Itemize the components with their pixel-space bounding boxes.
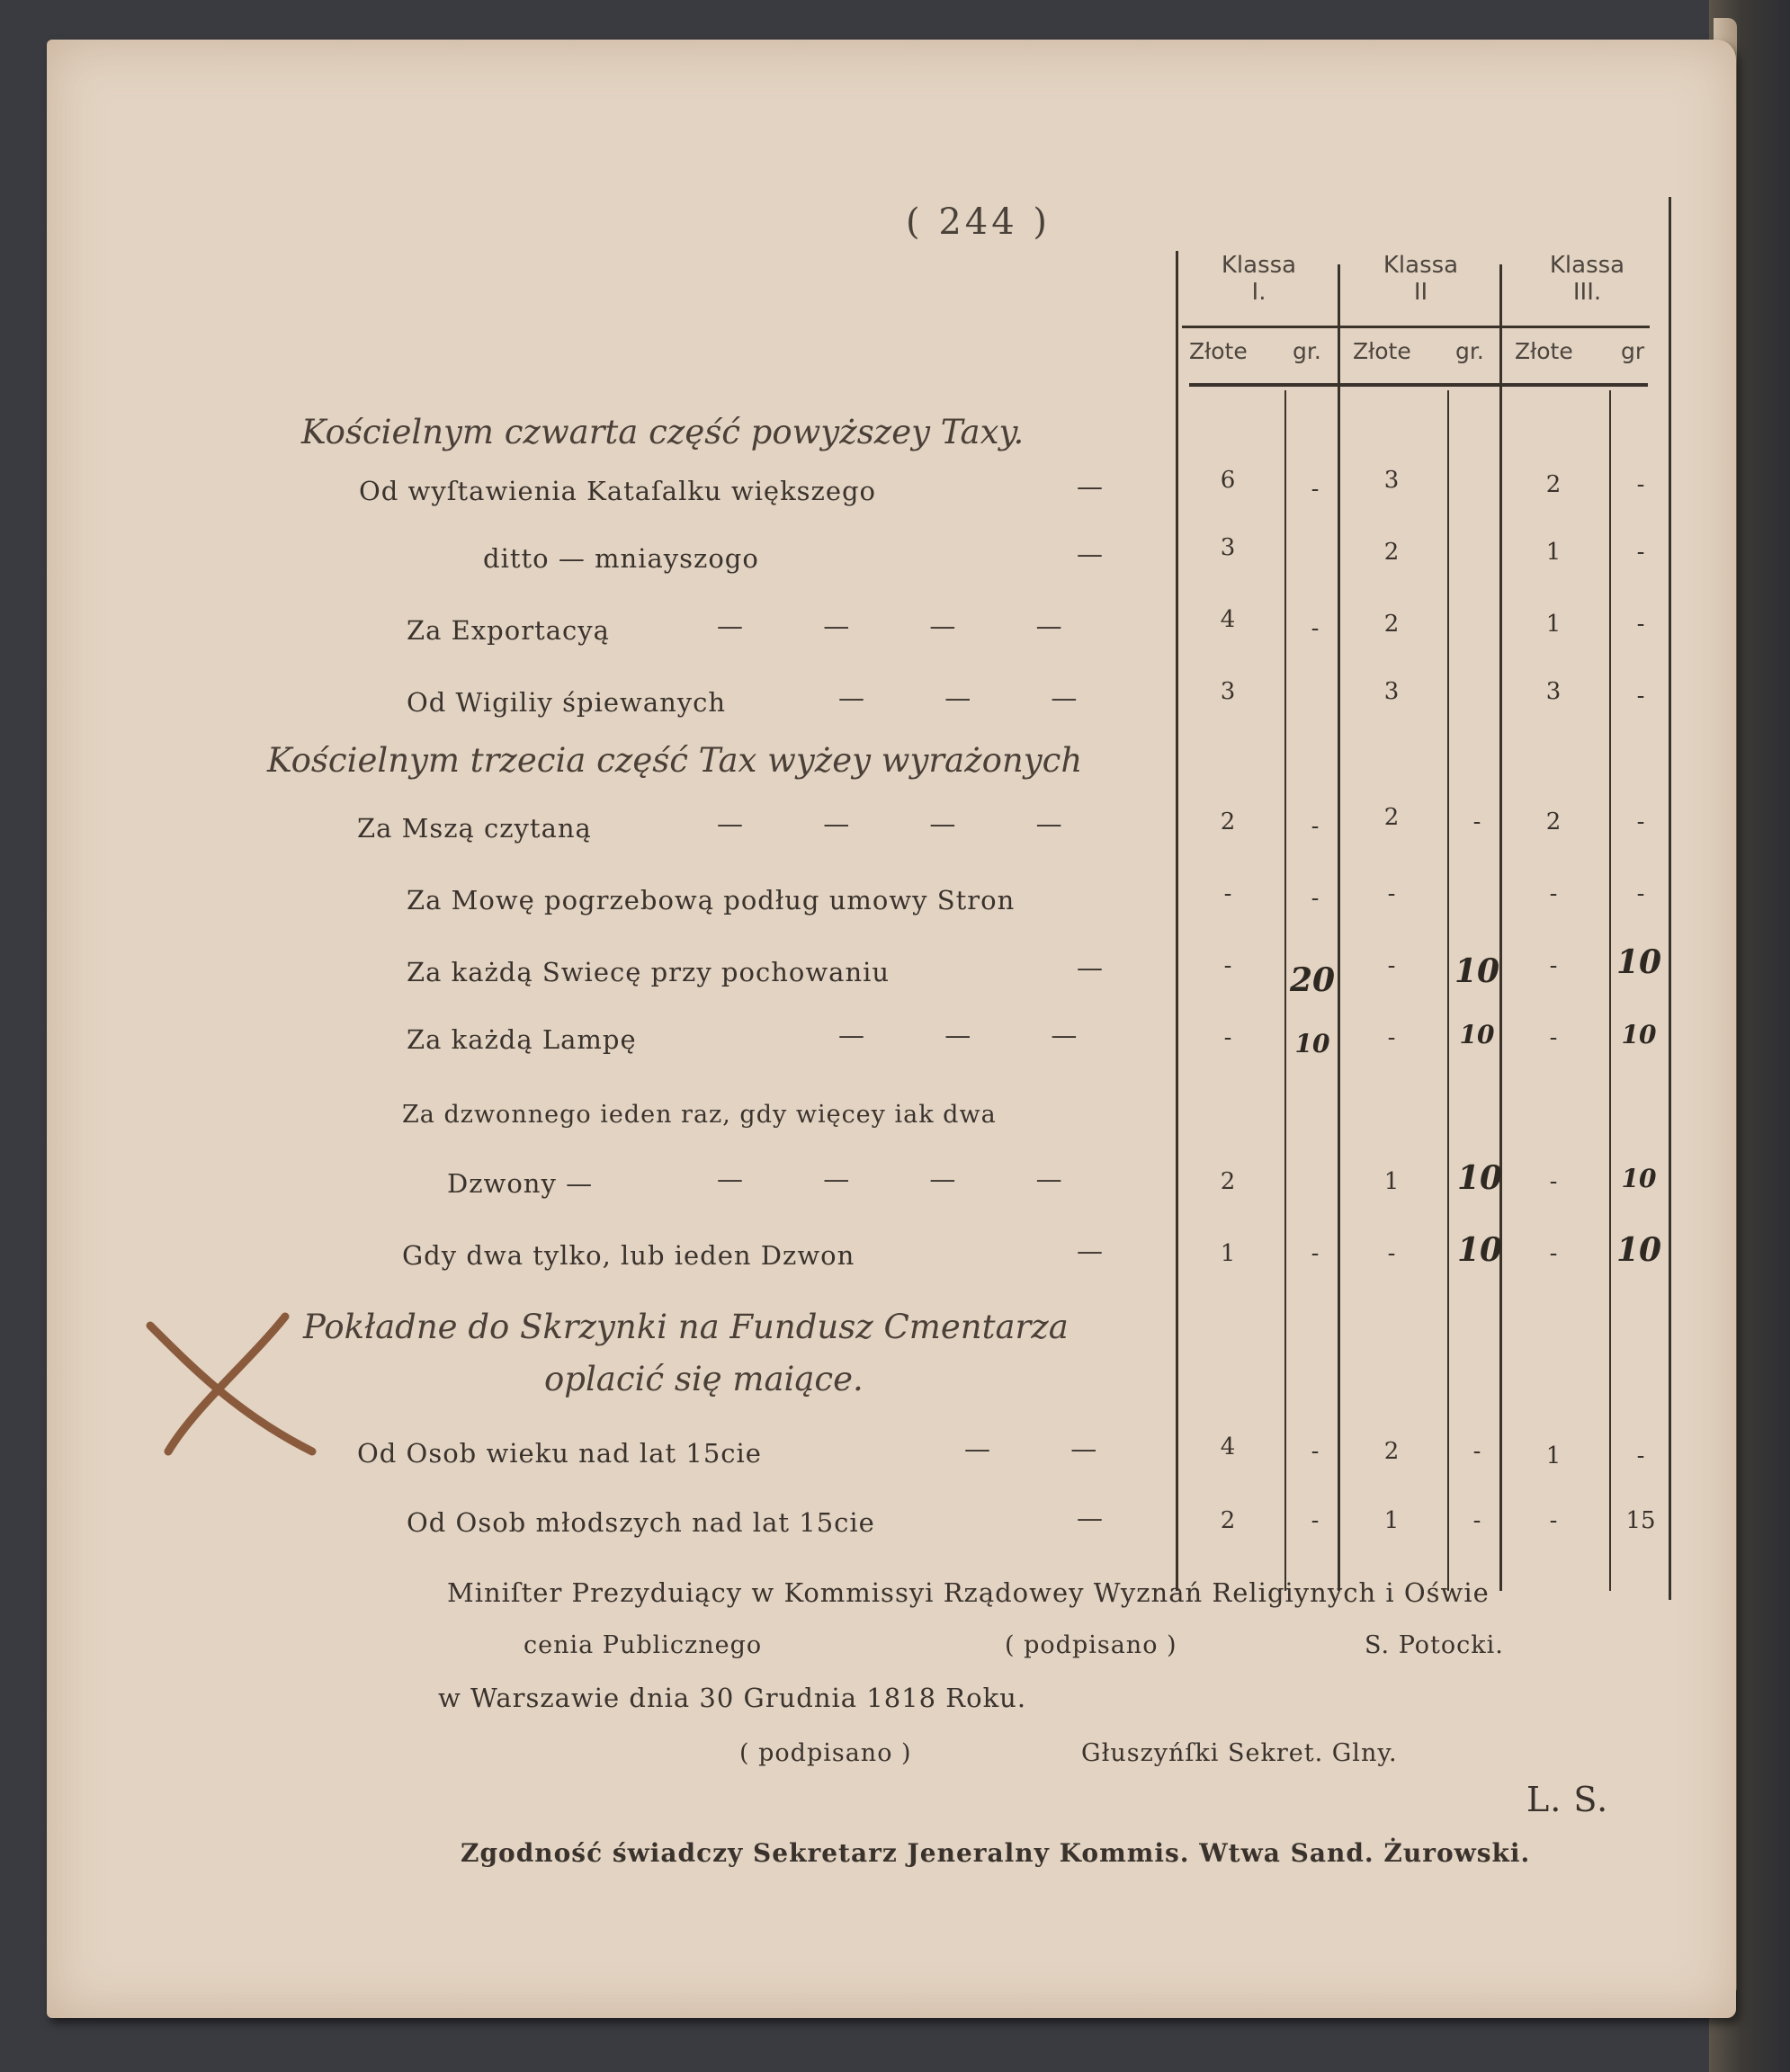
klassa-1-numeral: I. <box>1251 279 1266 306</box>
footer-line-3: w Warszawie dnia 30 Grudnia 1818 Roku. <box>438 1683 1027 1713</box>
row-7-k3-gr-handwritten: 10 <box>1621 1020 1657 1049</box>
column-divider-1 <box>1338 264 1340 1591</box>
row-2-k3-zlote: 1 <box>1545 611 1562 638</box>
klassa-3-header <box>1508 252 1666 306</box>
row-4-k1-gr: - <box>1311 813 1320 840</box>
row-3-k3-gr: - <box>1636 683 1645 710</box>
header-rule-2 <box>1189 383 1648 387</box>
row-3-k2-zlote: 3 <box>1383 678 1400 705</box>
row-4-k3-gr: - <box>1636 808 1645 835</box>
klassa-1-label: Klassa <box>1221 252 1297 279</box>
row-4-k1-zlote: 2 <box>1220 808 1236 835</box>
row-7-k1-zlote: - <box>1223 1024 1232 1051</box>
row-7-k3-zlote: - <box>1549 1024 1558 1051</box>
row-0-dashes: — <box>1077 471 1139 502</box>
row-12-k1-gr: - <box>1311 1507 1320 1534</box>
row-7-label: Za każdą Lampę <box>407 1024 637 1055</box>
row-7-k1-gr-handwritten: 10 <box>1294 1029 1330 1058</box>
klassa-3-label: Klassa <box>1549 252 1625 279</box>
section-heading-1: Kościelnym czwarta część powyższey Taxy. <box>301 413 1025 451</box>
footer-line-2-mid: ( podpisano ) <box>1005 1631 1177 1659</box>
row-1-k3-zlote: 1 <box>1545 539 1562 566</box>
row-6-dashes: — <box>1077 952 1139 983</box>
footer-line-4-right: Głuszyńſki Sekret. Glny. <box>1081 1739 1398 1767</box>
row-6-k2-zlote: - <box>1387 952 1396 979</box>
subcolumn-divider-3 <box>1609 390 1611 1591</box>
footer-line-1: Miniſter Prezyduiący w Kommissyi Rządowey Wyznań Religiynych i Oświe <box>447 1577 1490 1608</box>
row-4-k3-zlote: 2 <box>1545 808 1562 835</box>
row-4-k2-gr: - <box>1472 808 1481 835</box>
row-9-k2-zlote: 1 <box>1383 1168 1400 1195</box>
row-3-k3-zlote: 3 <box>1545 678 1562 705</box>
row-3-k1-zlote: 3 <box>1220 678 1236 705</box>
footer-line-5: Zgodność świadczy Sekretarz Jeneralny Kommis. Wtwa Sand. Żurowski. <box>461 1838 1531 1868</box>
subcolumn-divider-2 <box>1447 390 1449 1591</box>
section-heading-3-line1: Pokładne do Skrzynki na Fundusz Cmentarza <box>303 1308 1069 1346</box>
row-11-k1-zlote: 4 <box>1220 1433 1236 1460</box>
row-0-label: Od wyſtawienia Kataſalku większego <box>359 476 877 506</box>
row-7-k2-gr-handwritten: 10 <box>1459 1020 1495 1049</box>
row-10-dashes: — <box>1077 1236 1139 1266</box>
table-border-right <box>1669 197 1671 1600</box>
row-8-label: Za dzwonnego ieden raz, gdy więcey iak dwa <box>402 1101 997 1129</box>
row-10-k3-zlote: - <box>1549 1240 1558 1267</box>
row-12-k3-zlote: - <box>1549 1507 1558 1534</box>
row-0-k3-zlote: 2 <box>1545 471 1562 498</box>
section-heading-2: Kościelnym trzecia część Tax wyżey wyrażonych <box>267 741 1083 780</box>
row-11-k2-gr: - <box>1472 1438 1481 1465</box>
row-5-k1-gr: - <box>1311 885 1320 912</box>
row-6-k1-gr-handwritten: 20 <box>1289 961 1336 999</box>
row-1-k1-zlote: 3 <box>1220 534 1236 561</box>
row-5-label: Za Mowę pogrzebową podług umowy Stron <box>407 885 1016 915</box>
row-4-dashes: — — — — <box>717 808 1098 839</box>
row-9-k1-zlote: 2 <box>1220 1168 1236 1195</box>
unit-gr-3: gr <box>1621 338 1645 364</box>
footer-line-2-right: S. Potocki. <box>1365 1631 1504 1659</box>
row-12-k3-gr: 15 <box>1625 1507 1656 1534</box>
row-0-k1-zlote: 6 <box>1220 467 1236 494</box>
klassa-3-numeral: III. <box>1572 279 1602 306</box>
row-3-label: Od Wigiliy śpiewanych <box>407 687 727 718</box>
row-11-k2-zlote: 2 <box>1383 1438 1400 1465</box>
unit-gr-1: gr. <box>1293 338 1321 364</box>
row-2-k1-gr: - <box>1311 615 1320 642</box>
row-0-k2-zlote: 3 <box>1383 467 1400 494</box>
footer-line-2-left: cenia Publicznego <box>524 1631 763 1659</box>
klassa-2-header <box>1347 252 1495 306</box>
row-10-label: Gdy dwa tylko, lub ieden Dzwon <box>402 1240 855 1271</box>
row-7-k2-zlote: - <box>1387 1024 1396 1051</box>
row-2-dashes: — — — — <box>717 611 1098 641</box>
row-3-dashes: — — — <box>838 683 1114 713</box>
klassa-2-numeral: II <box>1413 279 1428 306</box>
table-border-left <box>1176 251 1178 1591</box>
row-9-k3-zlote: - <box>1549 1168 1558 1195</box>
row-1-dashes: — <box>1077 539 1139 569</box>
row-4-label: Za Mszą czytaną <box>357 813 592 844</box>
row-9-k2-gr-handwritten: 10 <box>1456 1159 1503 1197</box>
row-12-k1-zlote: 2 <box>1220 1507 1236 1534</box>
row-12-label: Od Osob młodszych nad lat 15cie <box>407 1507 875 1538</box>
row-2-k1-zlote: 4 <box>1220 606 1236 633</box>
row-1-k3-gr: - <box>1636 539 1645 566</box>
klassa-2-label: Klassa <box>1383 252 1459 279</box>
row-12-dashes: — <box>1077 1503 1139 1533</box>
row-0-k1-gr: - <box>1311 476 1320 503</box>
column-divider-2 <box>1499 264 1502 1591</box>
row-1-k2-zlote: 2 <box>1383 539 1400 566</box>
row-10-k1-gr: - <box>1311 1240 1320 1267</box>
seal-ls: L. S. <box>1526 1780 1609 1819</box>
row-0-k3-gr: - <box>1636 471 1645 498</box>
row-10-k2-gr-handwritten: 10 <box>1456 1231 1503 1269</box>
row-11-dashes: — — <box>964 1433 1133 1464</box>
klassa-1-header <box>1185 252 1333 306</box>
header-rule-1 <box>1182 326 1650 328</box>
row-12-k2-gr: - <box>1472 1507 1481 1534</box>
row-10-k2-zlote: - <box>1387 1240 1396 1267</box>
document-page <box>47 40 1736 2018</box>
row-2-k3-gr: - <box>1636 611 1645 638</box>
row-6-k1-zlote: - <box>1223 952 1232 979</box>
row-11-k1-gr: - <box>1311 1438 1320 1465</box>
footer-line-4-left: ( podpisano ) <box>739 1739 912 1767</box>
row-1-label: ditto — mniayszogo <box>483 543 759 574</box>
row-9-k3-gr-handwritten: 10 <box>1621 1164 1657 1193</box>
row-5-k3-gr: - <box>1636 880 1645 907</box>
row-5-k3-zlote: - <box>1549 880 1558 907</box>
row-5-k2-zlote: - <box>1387 880 1396 907</box>
unit-zlote-1: Złote <box>1189 338 1248 364</box>
row-9-label: Dzwony — <box>447 1168 594 1199</box>
row-11-k3-gr: - <box>1636 1442 1645 1469</box>
row-10-k1-zlote: 1 <box>1220 1240 1236 1267</box>
row-2-k2-zlote: 2 <box>1383 611 1400 638</box>
row-9-dashes: — — — — <box>717 1164 1098 1194</box>
row-2-label: Za Exportacyą <box>407 615 610 646</box>
unit-gr-2: gr. <box>1455 338 1484 364</box>
row-11-k3-zlote: 1 <box>1545 1442 1562 1469</box>
handwritten-x-mark <box>141 1308 321 1460</box>
row-6-k2-gr-handwritten: 10 <box>1454 952 1500 990</box>
row-7-dashes: — — — <box>838 1020 1114 1050</box>
row-11-label: Od Osob wieku nad lat 15cie <box>357 1438 762 1469</box>
row-12-k2-zlote: 1 <box>1383 1507 1400 1534</box>
unit-zlote-2: Złote <box>1353 338 1411 364</box>
row-6-label: Za każdą Swiecę przy pochowaniu <box>407 957 891 987</box>
row-6-k3-gr-handwritten: 10 <box>1615 943 1662 981</box>
row-10-k3-gr-handwritten: 10 <box>1615 1231 1662 1269</box>
row-6-k3-zlote: - <box>1549 952 1558 979</box>
page-number: ( 244 ) <box>906 201 1051 243</box>
row-5-k1-zlote: - <box>1223 880 1232 907</box>
unit-zlote-3: Złote <box>1515 338 1573 364</box>
row-4-k2-zlote: 2 <box>1383 804 1400 831</box>
section-heading-3-line2: oplacić się maiące. <box>544 1360 864 1398</box>
